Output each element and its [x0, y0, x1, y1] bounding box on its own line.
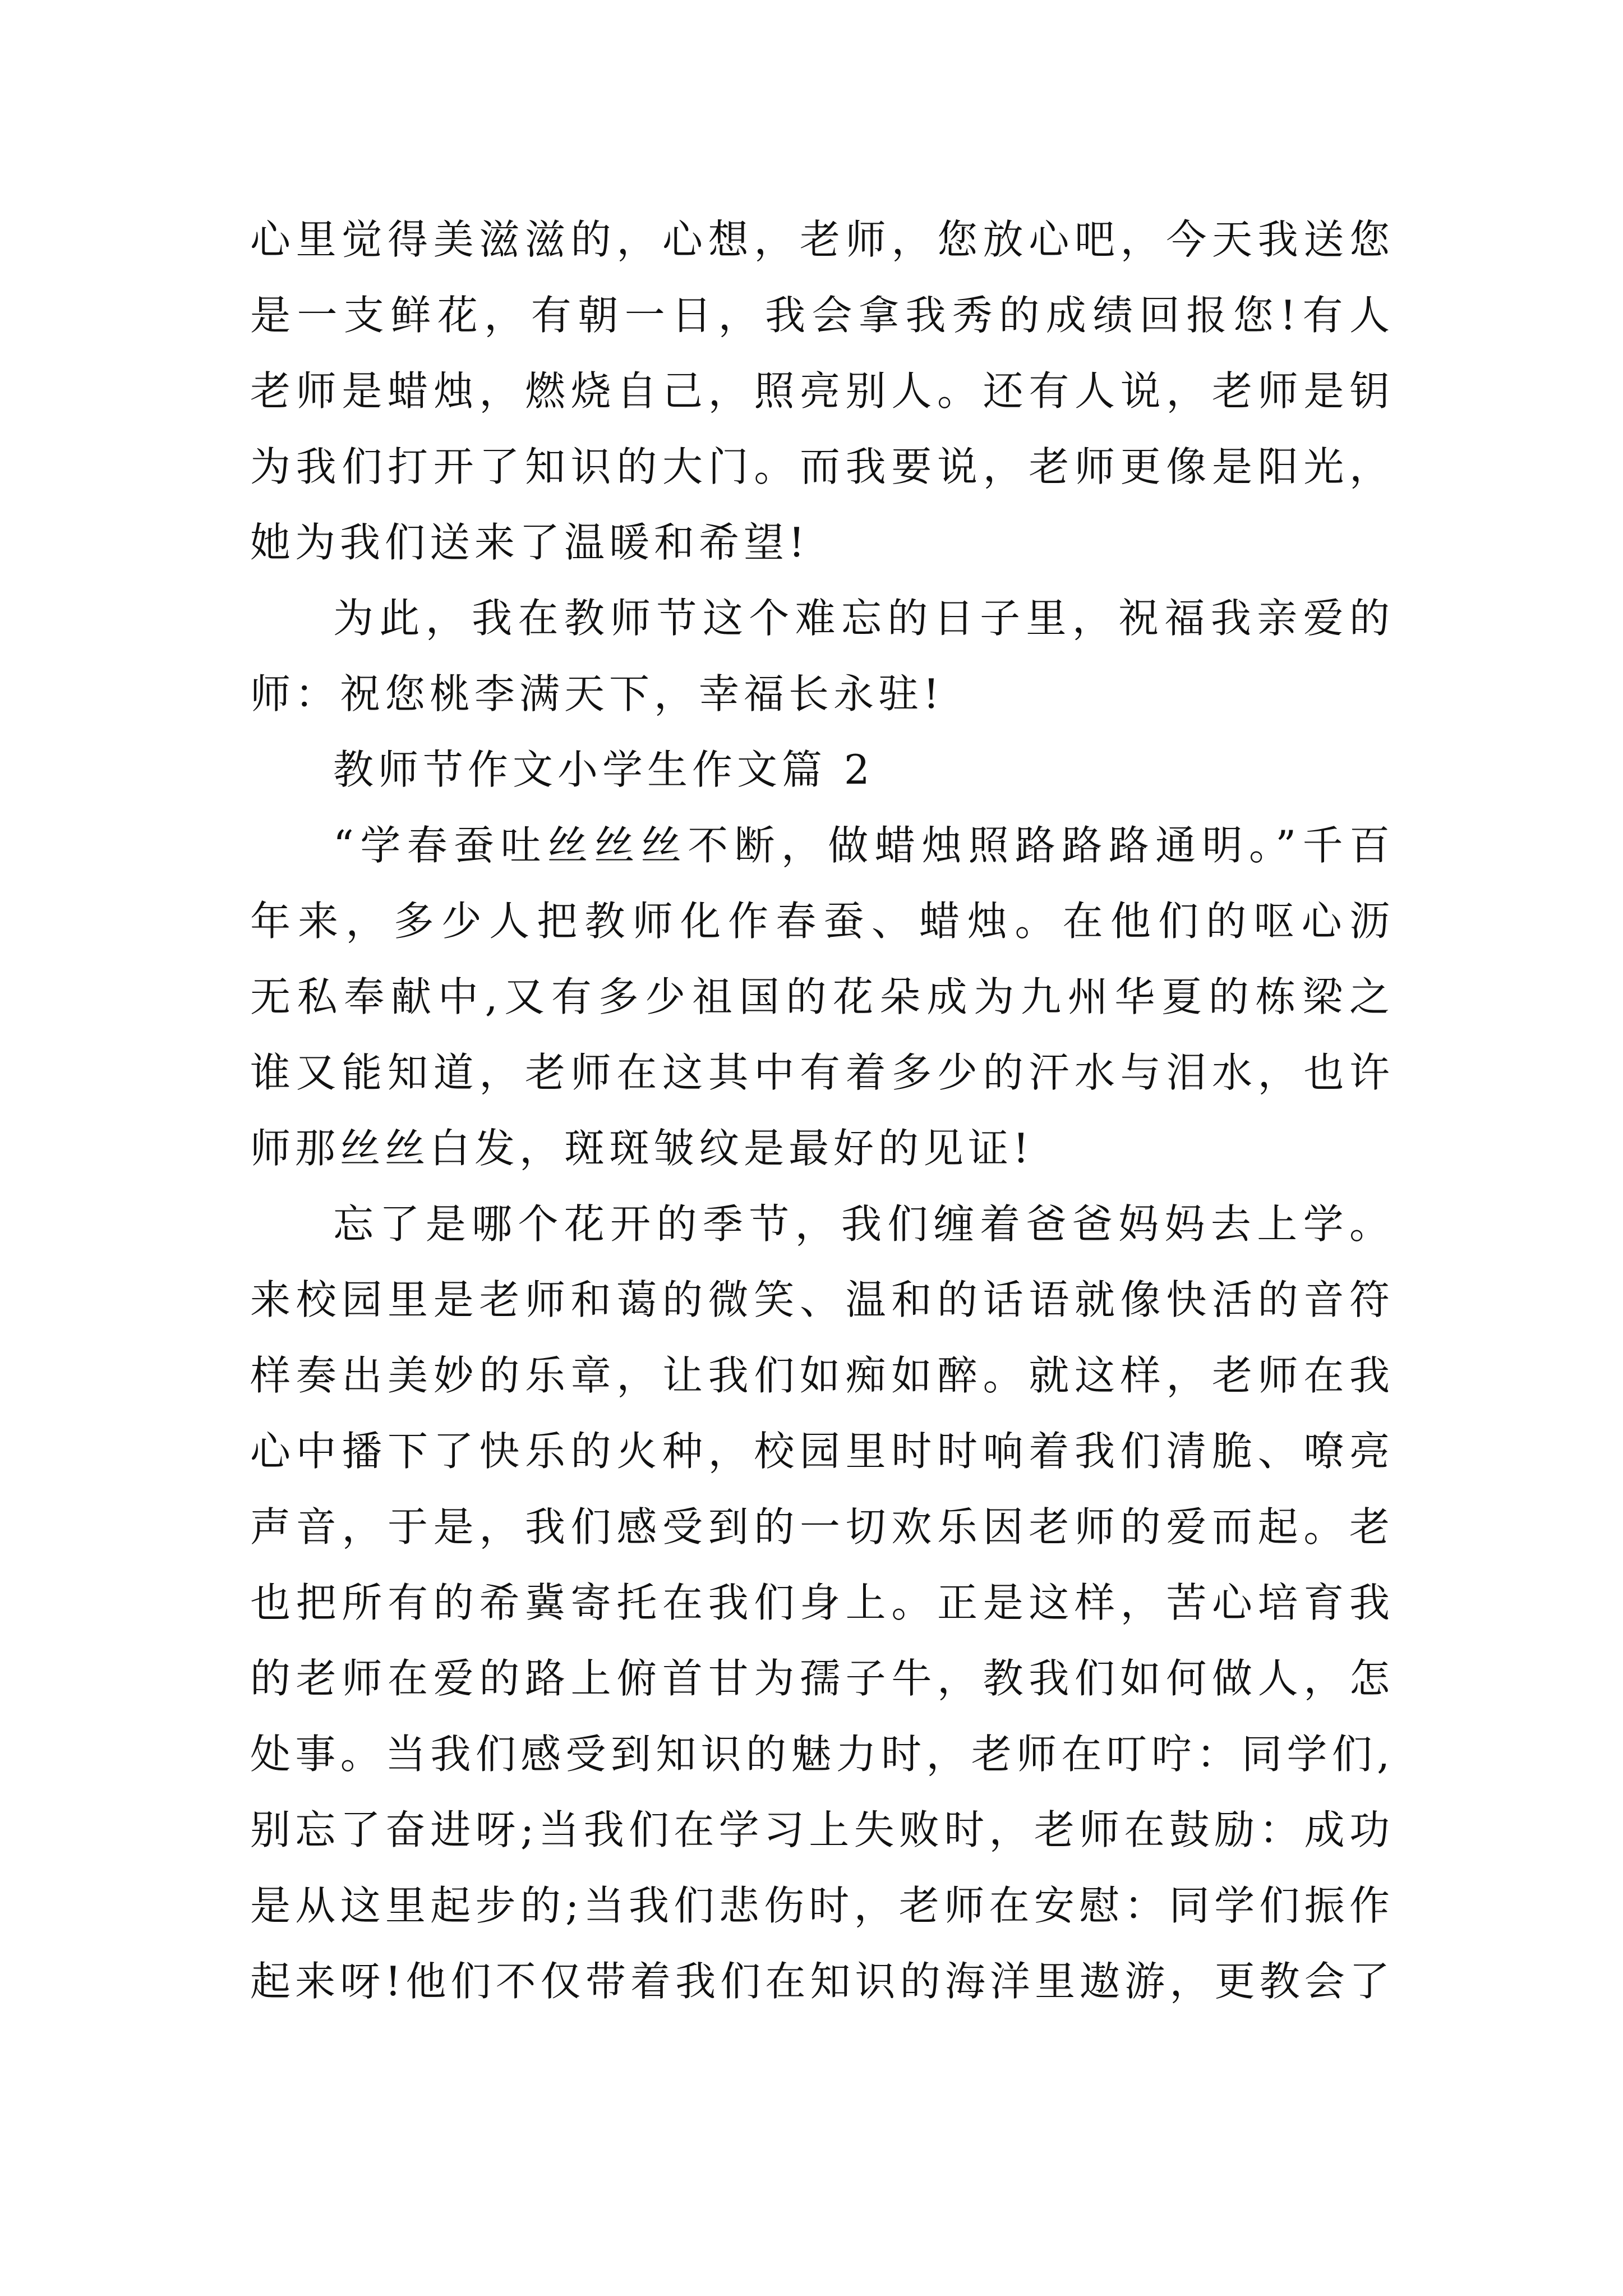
text-line: “学春蚕吐丝丝丝不断，做蜡烛照路路路通明。”千百 [333, 822, 1394, 869]
text-line: 心里觉得美滋滋的，心想，老师，您放心吧，今天我送您 [250, 216, 1394, 263]
text-line: 师那丝丝白发，斑斑皱纹是最好的见证! [250, 1125, 1034, 1172]
text-line: 处事。当我们感受到知识的魅力时，老师在叮咛：同学们, [250, 1731, 1394, 1778]
document-body [250, 202, 1394, 2019]
paragraph-1 [250, 202, 1394, 581]
text-line: 也把所有的希冀寄托在我们身上。正是这样，苦心培育我 [250, 1579, 1394, 1626]
text-line: 谁又能知道，老师在这其中有着多少的汗水与泪水，也许 [250, 1049, 1394, 1096]
paragraph-2 [250, 581, 1394, 732]
text-line: 是从这里起步的;当我们悲伤时，老师在安慰：同学们振作 [250, 1882, 1394, 1929]
text-line: 样奏出美妙的乐章，让我们如痴如醉。就这样，老师在我 [250, 1352, 1394, 1399]
text-line: 无私奉献中,又有多少祖国的花朵成为九州华夏的栋梁之 [250, 973, 1394, 1020]
text-line: 老师是蜡烛，燃烧自己，照亮别人。还有人说，老师是钥 [250, 367, 1394, 415]
text-line: 忘了是哪个花开的季节，我们缠着爸爸妈妈去上学。 [333, 1200, 1394, 1248]
heading-text: 教师节作文小学生作文篇 2 [333, 746, 874, 793]
text-line: 年来，多少人把教师化作春蚕、蜡烛。在他们的呕心沥 [250, 898, 1394, 945]
text-line: 师：祝您桃李满天下，幸福长永驻! [250, 670, 944, 717]
text-line: 心中播下了快乐的火种，校园里时时响着我们清脆、嘹亮 [250, 1428, 1394, 1475]
text-line: 别忘了奋进呀;当我们在学习上失败时，老师在鼓励：成功 [250, 1806, 1394, 1853]
text-line: 来校园里是老师和蔼的微笑、温和的话语就像快活的音符 [250, 1276, 1394, 1323]
paragraph-3 [250, 808, 1394, 1186]
text-line: 她为我们送来了温暖和希望! [250, 519, 809, 566]
text-line: 为我们打开了知识的大门。而我要说，老师更像是阳光， [250, 443, 1394, 490]
paragraph-4 [250, 1186, 1394, 2019]
text-line: 起来呀!他们不仅带着我们在知识的海洋里遨游，更教会了 [250, 1958, 1394, 2005]
text-line: 声音，于是，我们感受到的一切欢乐因老师的爱而起。老 [250, 1503, 1394, 1550]
text-line: 的老师在爱的路上俯首甘为孺子牛，教我们如何做人，怎 [250, 1655, 1394, 1702]
section-heading [250, 732, 1394, 808]
text-line: 为此，我在教师节这个难忘的日子里，祝福我亲爱的 [333, 595, 1394, 642]
text-line: 是一支鲜花，有朝一日，我会拿我秀的成绩回报您!有人 [250, 292, 1394, 339]
